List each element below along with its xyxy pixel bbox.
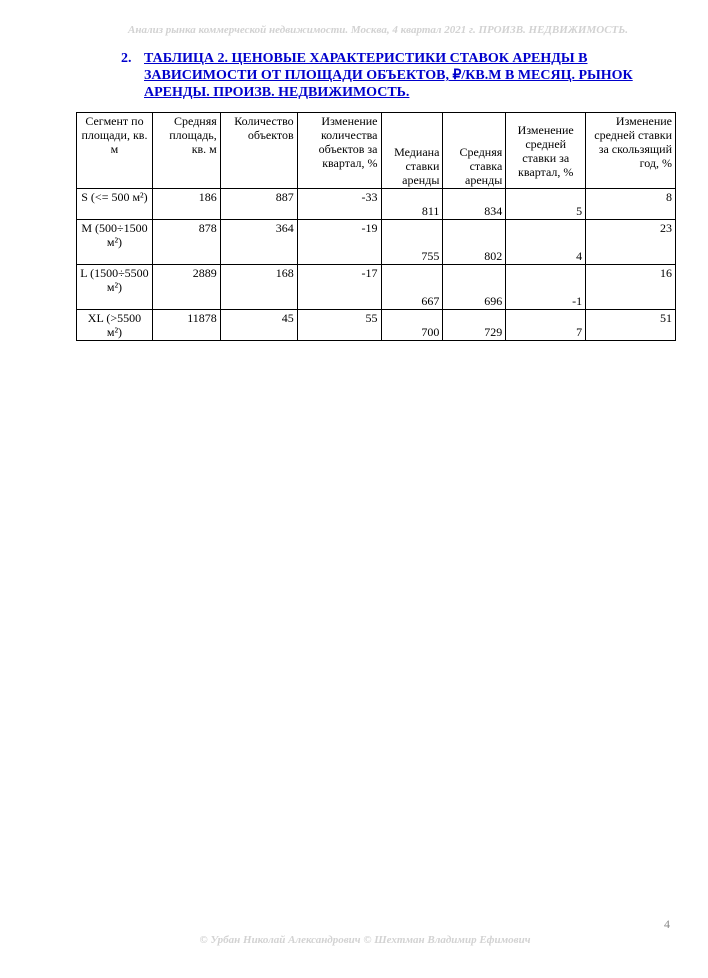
cell-mean: 834 [443,189,506,220]
cell-area: 186 [152,189,220,220]
table-header-row [77,113,676,189]
cell-count-change: 55 [297,310,381,341]
cell-count-change: -17 [297,265,381,310]
cell-count: 887 [220,189,297,220]
table-row [77,310,676,341]
cell-count-change: -33 [297,189,381,220]
cell-quarter-change: -1 [506,265,586,310]
column-header-mean: Средняя ставка аренды [443,113,506,189]
cell-count: 364 [220,220,297,265]
column-header-segment: Сегмент по площади, кв. м [77,113,153,189]
cell-area: 11878 [152,310,220,341]
cell-mean: 696 [443,265,506,310]
table-row [77,265,676,310]
page-number: 4 [664,917,670,931]
cell-segment: M (500÷1500 м²) [77,220,153,265]
cell-count-change: -19 [297,220,381,265]
table-row [77,189,676,220]
cell-median: 755 [381,220,443,265]
cell-median: 667 [381,265,443,310]
rent-rates-table [76,112,676,341]
heading-number: 2. [121,51,132,66]
cell-segment: S (<= 500 м²) [77,189,153,220]
cell-quarter-change: 4 [506,220,586,265]
cell-segment: L (1500÷5500 м²) [77,265,153,310]
cell-median: 700 [381,310,443,341]
column-header-area: Средняя площадь, кв. м [152,113,220,189]
cell-median: 811 [381,189,443,220]
cell-area: 2889 [152,265,220,310]
cell-year-change: 16 [586,265,676,310]
running-footer: © Урбан Николай Александрович © Шехтман Владимир Ефимович [199,934,531,946]
column-header-quarter-change: Изменение средней ставки за квартал, % [506,113,586,189]
column-header-year-change: Изменение средней ставки за скользящий год, % [586,113,676,189]
column-header-count-change: Изменение количества объектов за квартал, % [297,113,381,189]
cell-count: 168 [220,265,297,310]
column-header-count: Количество объектов [220,113,297,189]
cell-year-change: 23 [586,220,676,265]
running-header: Анализ рынка коммерческой недвижимости. Москва, 4 квартал 2021 г. ПРОИЗВ. НЕДВИЖИМОСТЬ. [128,24,628,36]
cell-quarter-change: 5 [506,189,586,220]
cell-year-change: 51 [586,310,676,341]
table-heading [121,50,661,101]
cell-year-change: 8 [586,189,676,220]
cell-mean: 802 [443,220,506,265]
cell-count: 45 [220,310,297,341]
column-header-median: Медиана ставки аренды [381,113,443,189]
cell-segment: XL (>5500 м²) [77,310,153,341]
cell-area: 878 [152,220,220,265]
heading-text: ТАБЛИЦА 2. ЦЕНОВЫЕ ХАРАКТЕРИСТИКИ СТАВОК АРЕНДЫ В ЗАВИСИМОСТИ ОТ ПЛОЩАДИ ОБЪЕКТОВ, ₽/КВ.М В МЕСЯЦ. РЫНОК АРЕНДЫ. ПРОИЗВ. НЕДВИЖИМОСТЬ. [144,51,633,100]
cell-mean: 729 [443,310,506,341]
cell-quarter-change: 7 [506,310,586,341]
table-row [77,220,676,265]
